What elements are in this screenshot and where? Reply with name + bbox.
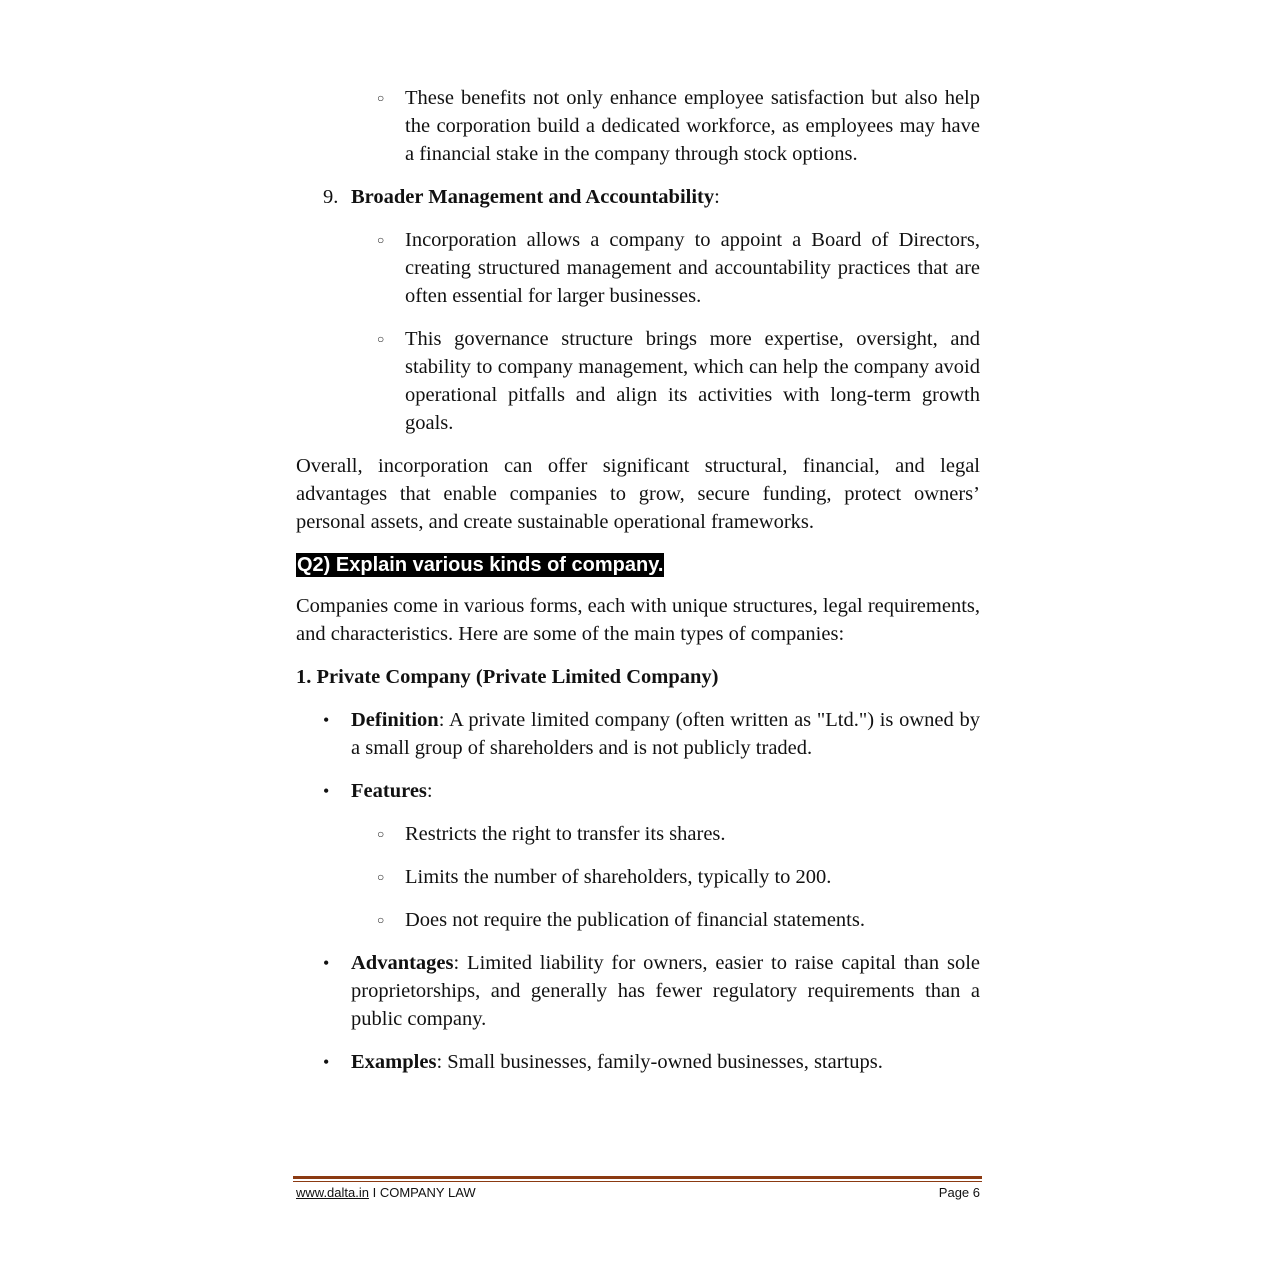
bullet-features [296,777,980,805]
bullet-examples [296,1048,980,1076]
sub-bullet-feature-2 [296,863,980,891]
bullet-definition [296,706,980,762]
bullet-advantages [296,949,980,1033]
q2-heading: Q2) Explain various kinds of company. [297,554,664,576]
footer-title: I COMPANY LAW [368,1185,476,1200]
item-number: 9. [323,186,339,208]
item-title-suffix: : [714,186,720,208]
q2-heading-wrap [296,551,980,592]
sub-bullet-text: This governance structure brings more expertise, oversight, and stability to company management, which can help the company avoid operational pitfalls and align its activities with long-term growth goals. [405,328,980,434]
circle-bullet-icon: ○ [377,91,385,105]
bullet-text: : A private limited company (often written as "Ltd.") is owned by a small group of shareholders and is not publicly traded. [351,709,980,759]
circle-bullet-icon: ○ [377,233,385,247]
circle-bullet-icon: ○ [377,870,385,884]
sub-bullet-feature-3 [296,906,980,934]
q2-intro-paragraph: Companies come in various forms, each with unique structures, legal requirements, and characteristics. Here are some of the main types of companies: [296,595,980,645]
bullet-label: Advantages [351,952,454,974]
section-title-private-company: 1. Private Company (Private Limited Company) [296,666,719,688]
sub-bullet-board [296,226,980,310]
bullet-label: Examples [351,1051,437,1073]
sub-bullet-text: Does not require the publication of financial statements. [405,909,865,931]
circle-bullet-icon: ○ [377,913,385,927]
bullet-label: Features [351,780,427,802]
circle-bullet-icon: ○ [377,827,385,841]
dot-bullet-icon: • [323,1052,330,1072]
overall-paragraph: Overall, incorporation can offer significant structural, financial, and legal advantages that enable companies to grow, secure funding, protect owners’ personal assets, and create sustainable operational frameworks. [296,455,980,533]
sub-bullet-benefits [296,84,980,168]
document-body [296,84,980,1091]
bullet-label-suffix: : [426,780,433,802]
footer-rule-thick [293,1176,982,1179]
footer-rule [293,1176,982,1182]
dot-bullet-icon: • [323,781,330,801]
sub-bullet-text: These benefits not only enhance employee satisfaction but also help the corporation build a dedicated workforce, as employees may have a financial stake in the company through stock options. [405,87,980,165]
dot-bullet-icon: • [323,953,330,973]
footer-page-number: Page 6 [938,1185,980,1200]
sub-bullet-text: Restricts the right to transfer its shares. [405,823,726,845]
footer-left [296,1185,476,1200]
item-title: Broader Management and Accountability [351,186,715,208]
footer-rule-thin [293,1181,982,1182]
footer-site-link[interactable]: www.dalta.in [296,1185,369,1200]
sub-bullet-governance [296,325,980,437]
circle-bullet-icon: ○ [377,332,385,346]
dot-bullet-icon: • [323,710,330,730]
sub-bullet-feature-1 [296,820,980,848]
bullet-label: Definition [351,709,439,731]
sub-bullet-text: Limits the number of shareholders, typically to 200. [405,866,832,888]
bullet-text: : Limited liability for owners, easier to raise capital than sole proprietorships, and generally has fewer regulatory requirements than a public company. [351,952,980,1030]
numbered-item-9 [296,183,980,211]
sub-bullet-text: Incorporation allows a company to appoint a Board of Directors, creating structured management and accountability practices that are often essential for larger businesses. [405,229,980,307]
bullet-text: : Small businesses, family-owned businesses, startups. [436,1051,883,1073]
